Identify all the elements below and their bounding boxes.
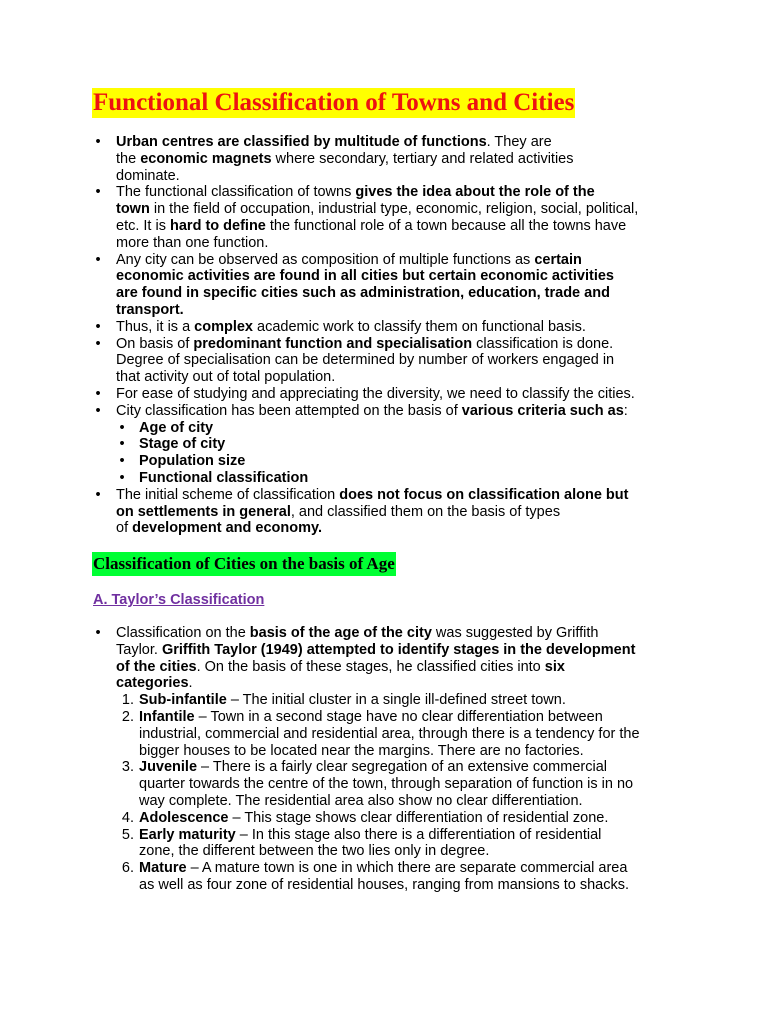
bullet-icon: •	[119, 419, 125, 436]
list-item: • The initial scheme of classification does not focus on classification alone but on settlements in general, and classified them on the basis of types of development and economy.	[92, 487, 692, 537]
taylor-bullet-list	[92, 625, 692, 894]
bullet-icon: •	[95, 402, 101, 419]
bullet-icon: •	[95, 318, 101, 335]
list-item: • The functional classification of towns gives the idea about the role of the town in the field of occupation, industrial type, economic, religion, social, political, etc. It is hard to define the functional role of a town because all the towns have more than one function.	[92, 184, 692, 251]
stage-item: 1. Sub-infantile – The initial cluster in a single ill-defined street town.	[121, 692, 566, 709]
stage-item: 3. Juvenile – There is a fairly clear segregation of an extensive commercial quarter towards the centre of the town, through separation of function is in no way complete. The residential area also show no clear differentiation.	[121, 759, 634, 809]
list-item: • City classification has been attempted on the basis of various criteria such as: • Age of city • Stage of city • Population size • Functional classification	[92, 403, 692, 487]
bullet-icon: •	[95, 134, 101, 150]
subsection-heading-taylor[interactable]: A. Taylor’s Classification	[93, 592, 265, 608]
bullet-icon: •	[119, 453, 125, 470]
stage-item: 4. Adolescence – This stage shows clear differentiation of residential zone.	[121, 809, 609, 826]
intro-bullet-list	[92, 134, 692, 537]
section-heading-age: Classification of Cities on the basis of Age	[92, 552, 396, 576]
bullet-icon: •	[95, 625, 101, 641]
bullet-icon: •	[95, 251, 101, 268]
list-item: • On basis of predominant function and specialisation classification is done. Degree of specialisation can be determined by number of workers engaged in that activity out of total population.	[92, 336, 692, 386]
sub-list-item: • Functional classification	[116, 470, 692, 487]
sub-list-item: • Population size	[116, 453, 692, 470]
stage-item: 5. Early maturity – In this stage also there is a differentiation of residential zone, the different between the two lies only in degree.	[121, 826, 602, 860]
list-item: • For ease of studying and appreciating the diversity, we need to classify the cities.	[92, 386, 692, 403]
list-item: • Any city can be observed as composition of multiple functions as certain economic activities are found in all cities but certain economic activities are found in specific cities such as administration, education, trade and transport.	[92, 252, 692, 319]
stage-item: 2. Infantile – Town in a second stage have no clear differentiation between industrial, commercial and residential area, through there is a tendency for the bigger houses to be located near the margins. There are no factories.	[121, 708, 640, 759]
bullet-icon: •	[119, 469, 125, 486]
bullet-icon: •	[95, 486, 101, 503]
criteria-sub-list	[116, 420, 692, 487]
list-item: • Urban centres are classified by multitude of functions. They are the economic magnets where secondary, tertiary and related activities dominate.	[92, 134, 692, 184]
page-title: Functional Classification of Towns and Cities	[93, 89, 575, 116]
bullet-icon: •	[119, 436, 125, 453]
list-item: • Thus, it is a complex academic work to classify them on functional basis.	[92, 319, 692, 336]
list-item: • Classification on the basis of the age of the city was suggested by Griffith Taylor. Griffith Taylor (1949) attempted to identify stages in the development of the cities. On the basis of these stages, he classified cities into six categories. 1. Sub-infantile – The initial cluster in a single ill-defined street town. 2. Infantile – Town in a second stage have no clear differentiation between industrial, commercial and residential area, through there is a tendency for the bigger houses to be located near the margins. There are no factories. 3. Juvenile – There is a fairly clear segregation of an extensive commercial quarter towards the centre of the town, through separation of function is in no way complete. The residential area also show no clear differentiation. 4. Adolescence – This stage shows clear differentiation of residential zone. 5. Early maturity – In this stage also there is a differentiation of residential zone, the different between the two lies only in degree. 6. Mature – A mature town is one in which there are separate commercial area as well as four zone of residential houses, ranging from mansions to shacks.	[92, 625, 692, 894]
bullet-icon: •	[95, 335, 101, 352]
stages-numbered-list	[116, 692, 692, 894]
bullet-icon: •	[95, 385, 101, 402]
bullet-icon: •	[95, 184, 101, 201]
sub-list-item: • Age of city	[116, 420, 692, 437]
sub-list-item: • Stage of city	[116, 436, 692, 453]
stage-item: 6. Mature – A mature town is one in which there are separate commercial area as well as four zone of residential houses, ranging from mansions to shacks.	[121, 860, 630, 893]
